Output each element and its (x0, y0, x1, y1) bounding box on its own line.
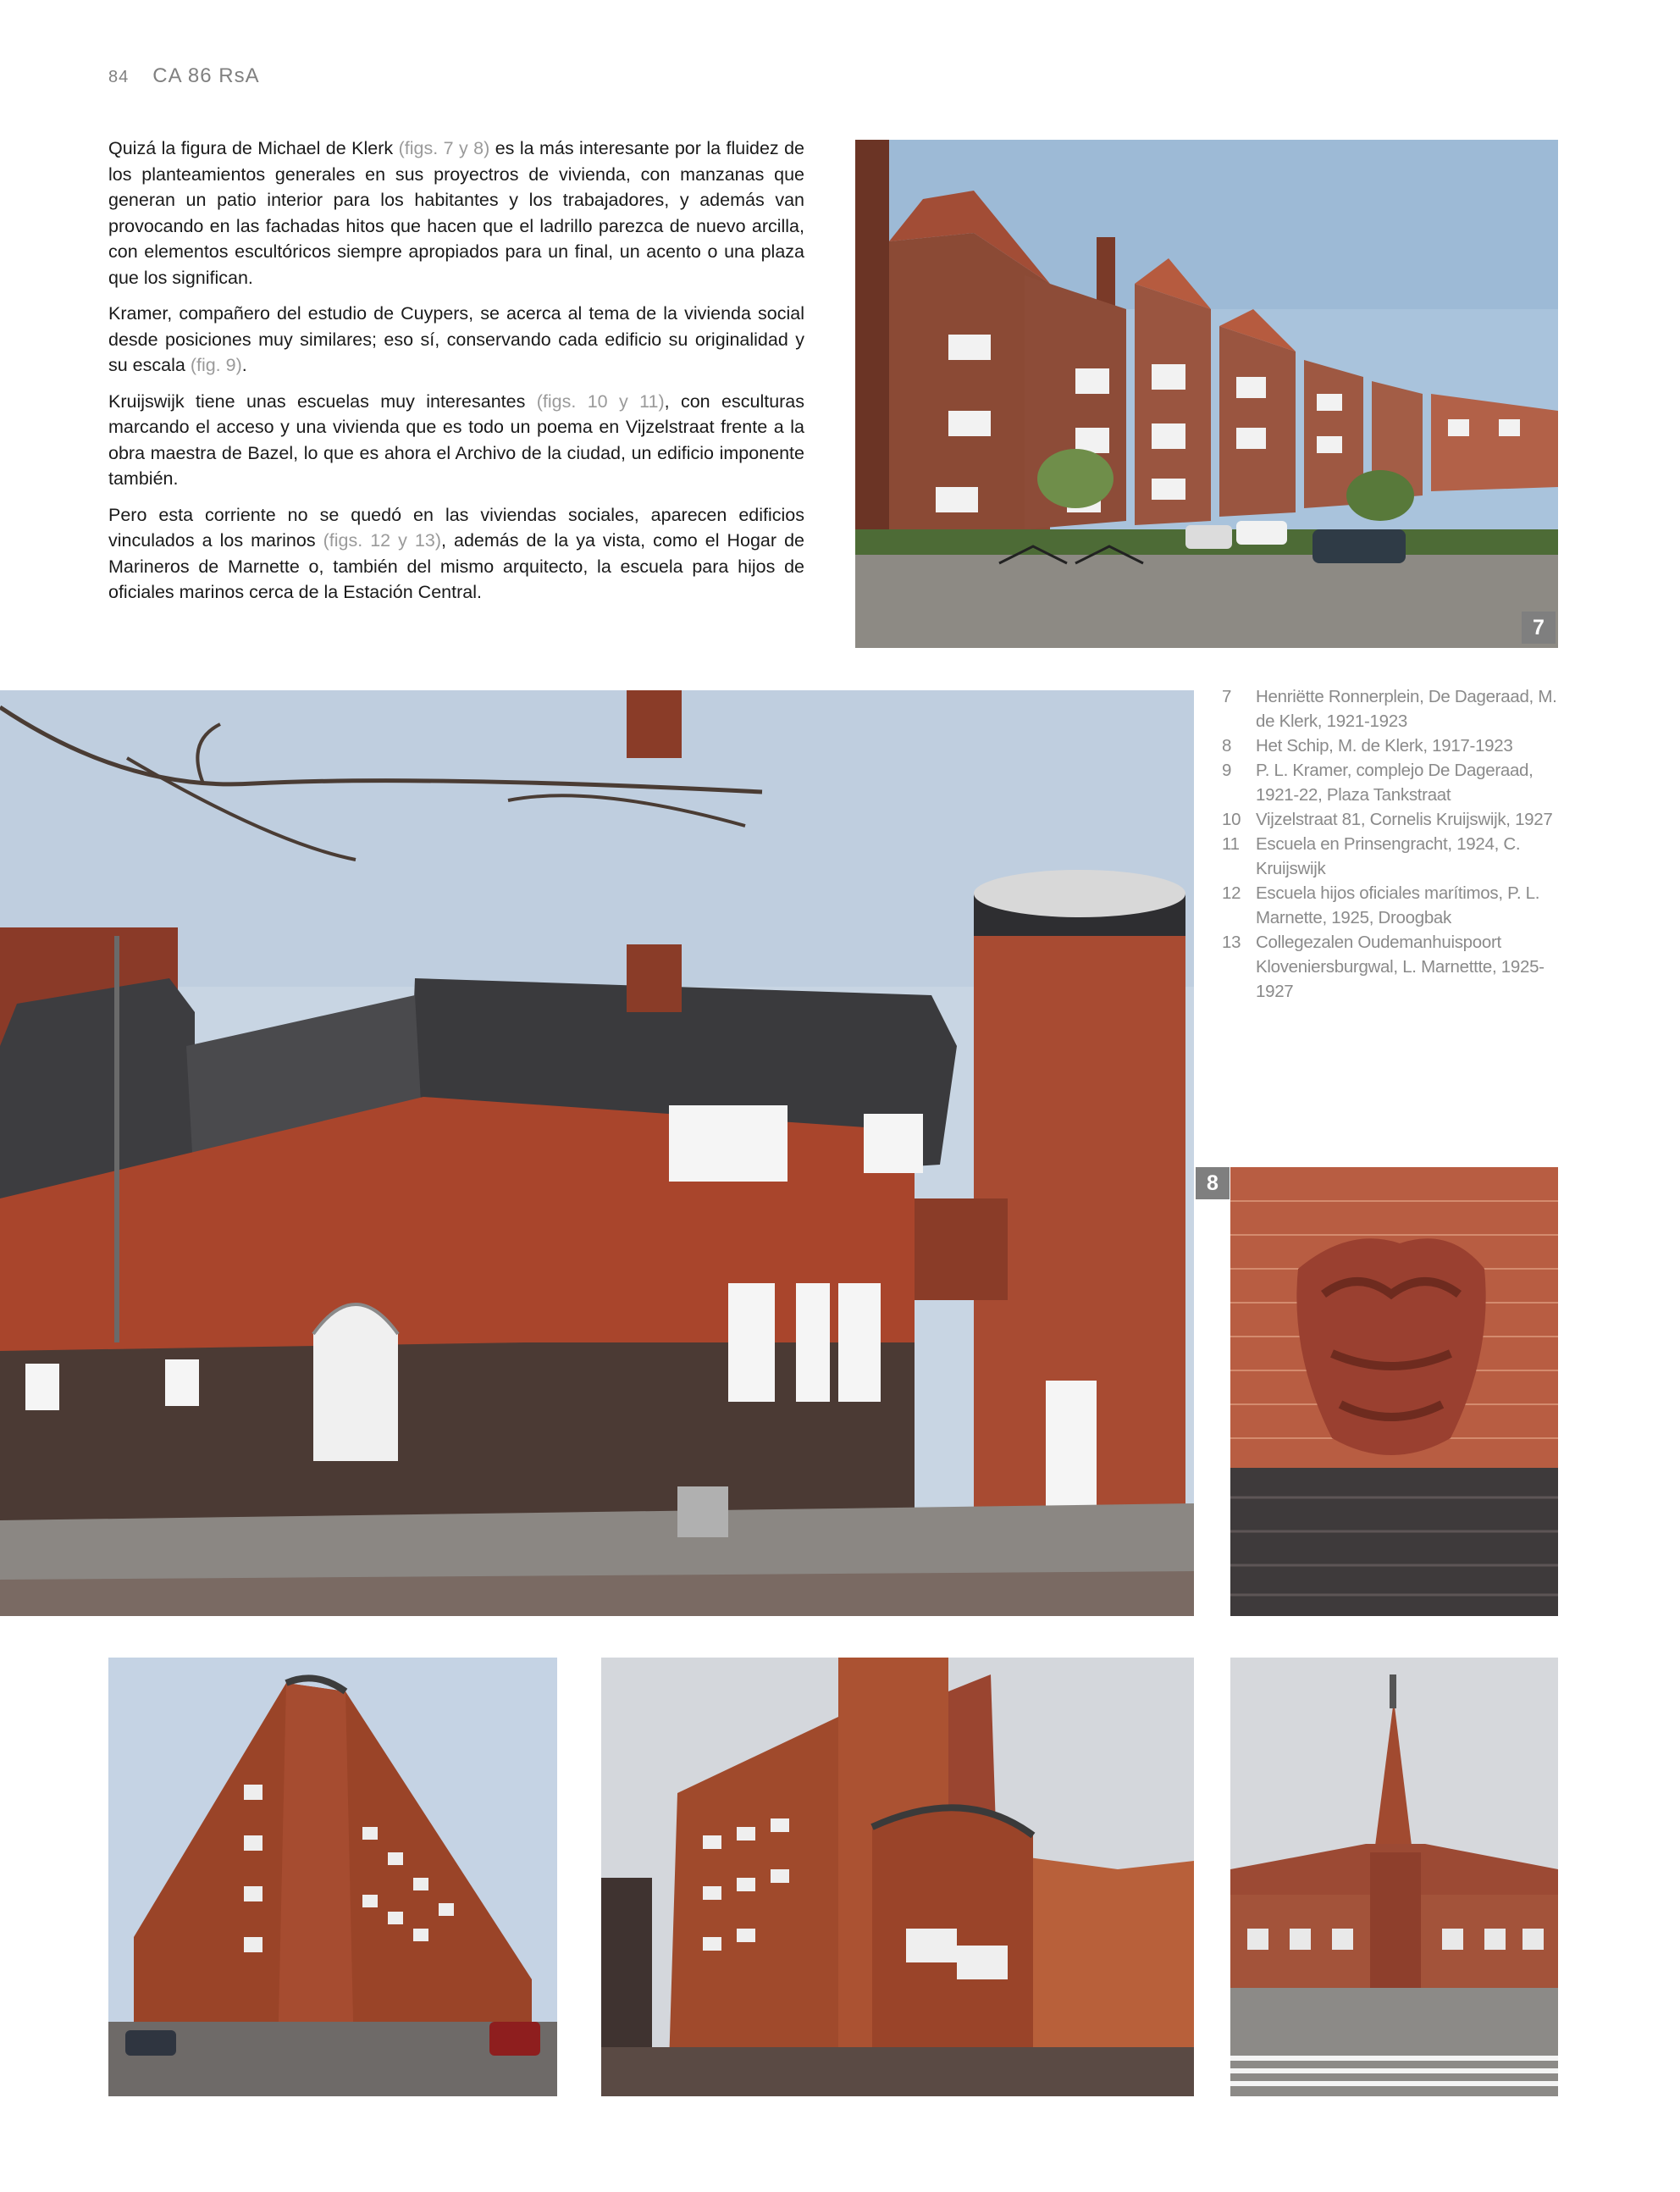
figure-8-photo (1230, 1167, 1558, 1616)
figure-7-tag: 7 (1522, 612, 1556, 644)
figure-ref[interactable]: (figs. 12 y 13) (323, 530, 441, 551)
caption-item: 11 Escuela en Prinsengracht, 1924, C. Kruijswijk (1222, 834, 1521, 878)
figure-ref[interactable]: (fig. 9) (190, 355, 242, 375)
het-schip-photo (0, 690, 1194, 1616)
figure-10-photo (601, 1658, 1194, 2096)
figure-ref[interactable]: (figs. 7 y 8) (398, 138, 490, 158)
paragraph-2: Kramer, compañero del estudio de Cuypers, se acerca al tema de la vivienda social desde posiciones muy similares; eso sí, conservando cada edificio su originalidad y su escala (fig. 9). (108, 303, 804, 375)
caption-item: 8 Het Schip, M. de Klerk, 1917-1923 (1222, 736, 1513, 756)
paragraph-3: Kruijswijk tiene unas escuelas muy interesantes (figs. 10 y 11), con esculturas marcando el acceso y una vivienda que es todo un poema en Vijzelstraat frente a la obra maestra de Bazel, lo que es ahora el Archivo de la ciudad, un edificio imponente también. (108, 390, 805, 489)
figure-captions (1222, 684, 1578, 1004)
running-header (108, 64, 260, 88)
figure-8-tag: 8 (1196, 1167, 1230, 1199)
caption-item: 12 Escuela hijos oficiales marítimos, P. L. Marnette, 1925, Droogbak (1222, 883, 1540, 927)
paragraph-4: Pero esta corriente no se quedó en las viviendas sociales, aparecen edificios vinculados a los marinos (figs. 12 y 13), además de la ya vista, como el Hogar de Marineros de Marnette o, también del mismo arquitecto, la escuela para hijos de oficiales marinos cerca de la Estación Central. (108, 504, 804, 602)
figure-ref[interactable]: (figs. 10 y 11) (536, 390, 665, 412)
caption-item: 7 Henriëtte Ronnerplein, De Dageraad, M. de Klerk, 1921-1923 (1222, 687, 1557, 731)
figure-11-photo (1230, 1658, 1558, 2096)
paragraph-1: Quizá la figura de Michael de Klerk (figs. 7 y 8) es la más interesante por la fluidez de los planteamientos generales en sus proyectros de vivienda, con manzanas que generan un patio interior para los habitantes y los trabajadores, y además van provocando en las fachadas hitos que hacen que el ladrillo parezca de nuevo arcilla, con elementos escultóricos siempre apropiados para un final, un acento o una plaza que los significan. (108, 138, 804, 288)
page-number: 84 (108, 68, 130, 86)
journal-title: CA 86 RsA (152, 64, 260, 87)
figure-7-photo (855, 140, 1558, 648)
body-text (108, 136, 804, 616)
caption-item: 9 P. L. Kramer, complejo De Dageraad, 1921-22, Plaza Tankstraat (1222, 761, 1534, 805)
caption-item: 13 Collegezalen Oudemanhuispoort Kloveniersburgwal, L. Marnettte, 1925-1927 (1222, 933, 1545, 1001)
figure-9-photo (108, 1658, 557, 2096)
caption-item: 10 Vijzelstraat 81, Cornelis Kruijswijk, 1927 (1222, 810, 1553, 829)
